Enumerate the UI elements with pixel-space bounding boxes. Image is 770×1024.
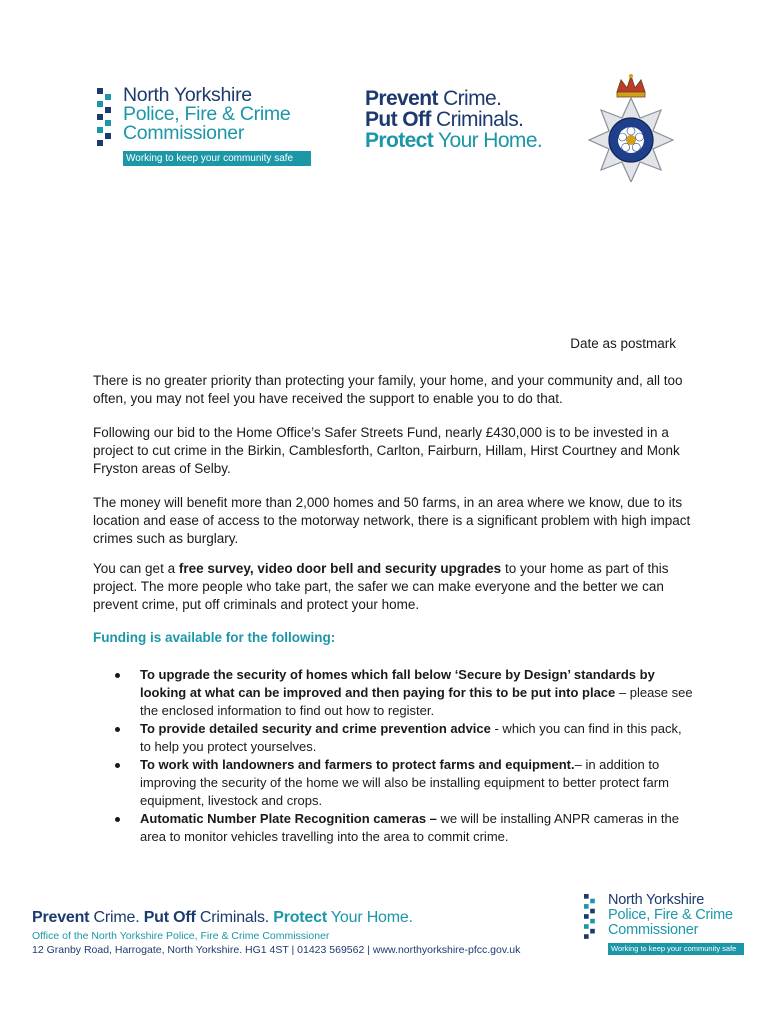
- bullet-icon: [115, 817, 120, 822]
- funding-heading: Funding is available for the following:: [93, 630, 336, 645]
- footer-logo-line-1: North Yorkshire: [608, 892, 705, 908]
- bullet-icon: [115, 763, 120, 768]
- slogan-1-bold: Prevent: [365, 87, 438, 110]
- slogan-2-rest: Criminals.: [430, 108, 524, 131]
- slogan-line-2: [365, 109, 542, 130]
- list-item: [93, 720, 693, 756]
- header-slogan: [365, 88, 542, 151]
- bullet-text: – in addition to improving the security of the home we will also be installing equipment to better protect farm equipment, livestock and crops.: [140, 757, 669, 808]
- footer-logo-tagline: Working to keep your community safe: [608, 943, 744, 955]
- bullet-text: – please see the enclosed information to find out how to register.: [140, 685, 693, 718]
- list-item: [93, 756, 693, 810]
- logo-line-3: Commissioner: [123, 122, 245, 144]
- paragraph-4: [93, 560, 693, 614]
- funding-list: [93, 666, 693, 846]
- slogan-line-1: [365, 88, 542, 109]
- footer-slogan-2-rest: Criminals.: [195, 909, 274, 926]
- p4-text-a: You can get a: [93, 561, 179, 576]
- letter-date: Date as postmark: [570, 336, 676, 351]
- bullet-icon: [115, 727, 120, 732]
- footer-pfcc-logo: [584, 893, 744, 959]
- footer-logo-line-3: Commissioner: [608, 922, 699, 938]
- footer-slogan-1-rest: Crime.: [89, 909, 144, 926]
- bullet-text: - which you can find in this pack, to help you protect yourselves.: [140, 721, 682, 754]
- logo-line-1: North Yorkshire: [123, 84, 252, 106]
- bullet-icon: [115, 673, 120, 678]
- list-item: [93, 666, 693, 720]
- bullet-bold: To upgrade the security of homes which fall below ‘Secure by Design’ standards by looking at what can be improved and then paying for this to be put into place: [140, 667, 655, 700]
- footer-office: Office of the North Yorkshire Police, Fire & Crime Commissioner: [32, 930, 330, 942]
- footer-slogan: [32, 909, 413, 927]
- police-crest-icon: [587, 72, 675, 182]
- logo-name: [123, 86, 290, 143]
- pfcc-logo: [97, 86, 313, 168]
- footer-address: 12 Granby Road, Harrogate, North Yorkshire. HG1 4ST | 01423 569562 | www.northyorkshire-pfcc.gov.uk: [32, 944, 521, 956]
- slogan-line-3: [365, 130, 542, 151]
- paragraph-2: Following our bid to the Home Office’s Safer Streets Fund, nearly £430,000 is to be invested in a project to cut crime in the Birkin, Camblesforth, Carlton, Fairburn, Hillam, Hirst Courtney and Monk Fryston areas of Selby.: [93, 425, 680, 476]
- slogan-1-rest: Crime.: [437, 87, 502, 110]
- footer-slogan-3-rest: Your Home.: [326, 909, 413, 926]
- footer-logo-name: [608, 893, 733, 938]
- paragraph-1: There is no greater priority than protecting your family, your home, and your community and, all too often, you may not feel you have received the support to enable you to do that.: [93, 373, 683, 406]
- bullet-bold: To work with landowners and farmers to protect farms and equipment.: [140, 757, 575, 772]
- footer-slogan-2-bold: Put Off: [143, 909, 196, 926]
- checker-squares-icon: [584, 894, 601, 942]
- bullet-text: we will be installing ANPR cameras in the area to monitor vehicles travelling into the area to commit crime.: [140, 811, 679, 844]
- bullet-bold: Automatic Number Plate Recognition cameras –: [140, 811, 437, 826]
- p4-bold: free survey, video door bell and security upgrades: [178, 561, 502, 576]
- list-item: [93, 810, 693, 846]
- paragraph-3: The money will benefit more than 2,000 homes and 50 farms, in an area where we know, due to its location and ease of access to the motorway network, there is a significant problem with high impact crimes such as burglary.: [93, 495, 691, 546]
- footer-slogan-3: [273, 909, 413, 926]
- footer-slogan-3-bold: Protect: [273, 909, 327, 926]
- checker-squares-icon: [97, 88, 119, 150]
- bullet-bold: To provide detailed security and crime prevention advice: [140, 721, 491, 736]
- slogan-3-rest: Your Home.: [433, 129, 543, 152]
- logo-line-2: Police, Fire & Crime: [123, 103, 291, 125]
- footer-slogan-1-bold: Prevent: [32, 909, 90, 926]
- footer-logo-line-2: Police, Fire & Crime: [608, 907, 733, 923]
- logo-tagline: Working to keep your community safe: [123, 151, 311, 166]
- slogan-3-bold: Protect: [365, 129, 434, 152]
- slogan-2-bold: Put Off: [365, 108, 431, 131]
- p4-text-b: to your home as part of this project. The more people who take part, the safer we can make everyone and the better we can prevent crime, put off criminals and protect your home.: [93, 561, 669, 612]
